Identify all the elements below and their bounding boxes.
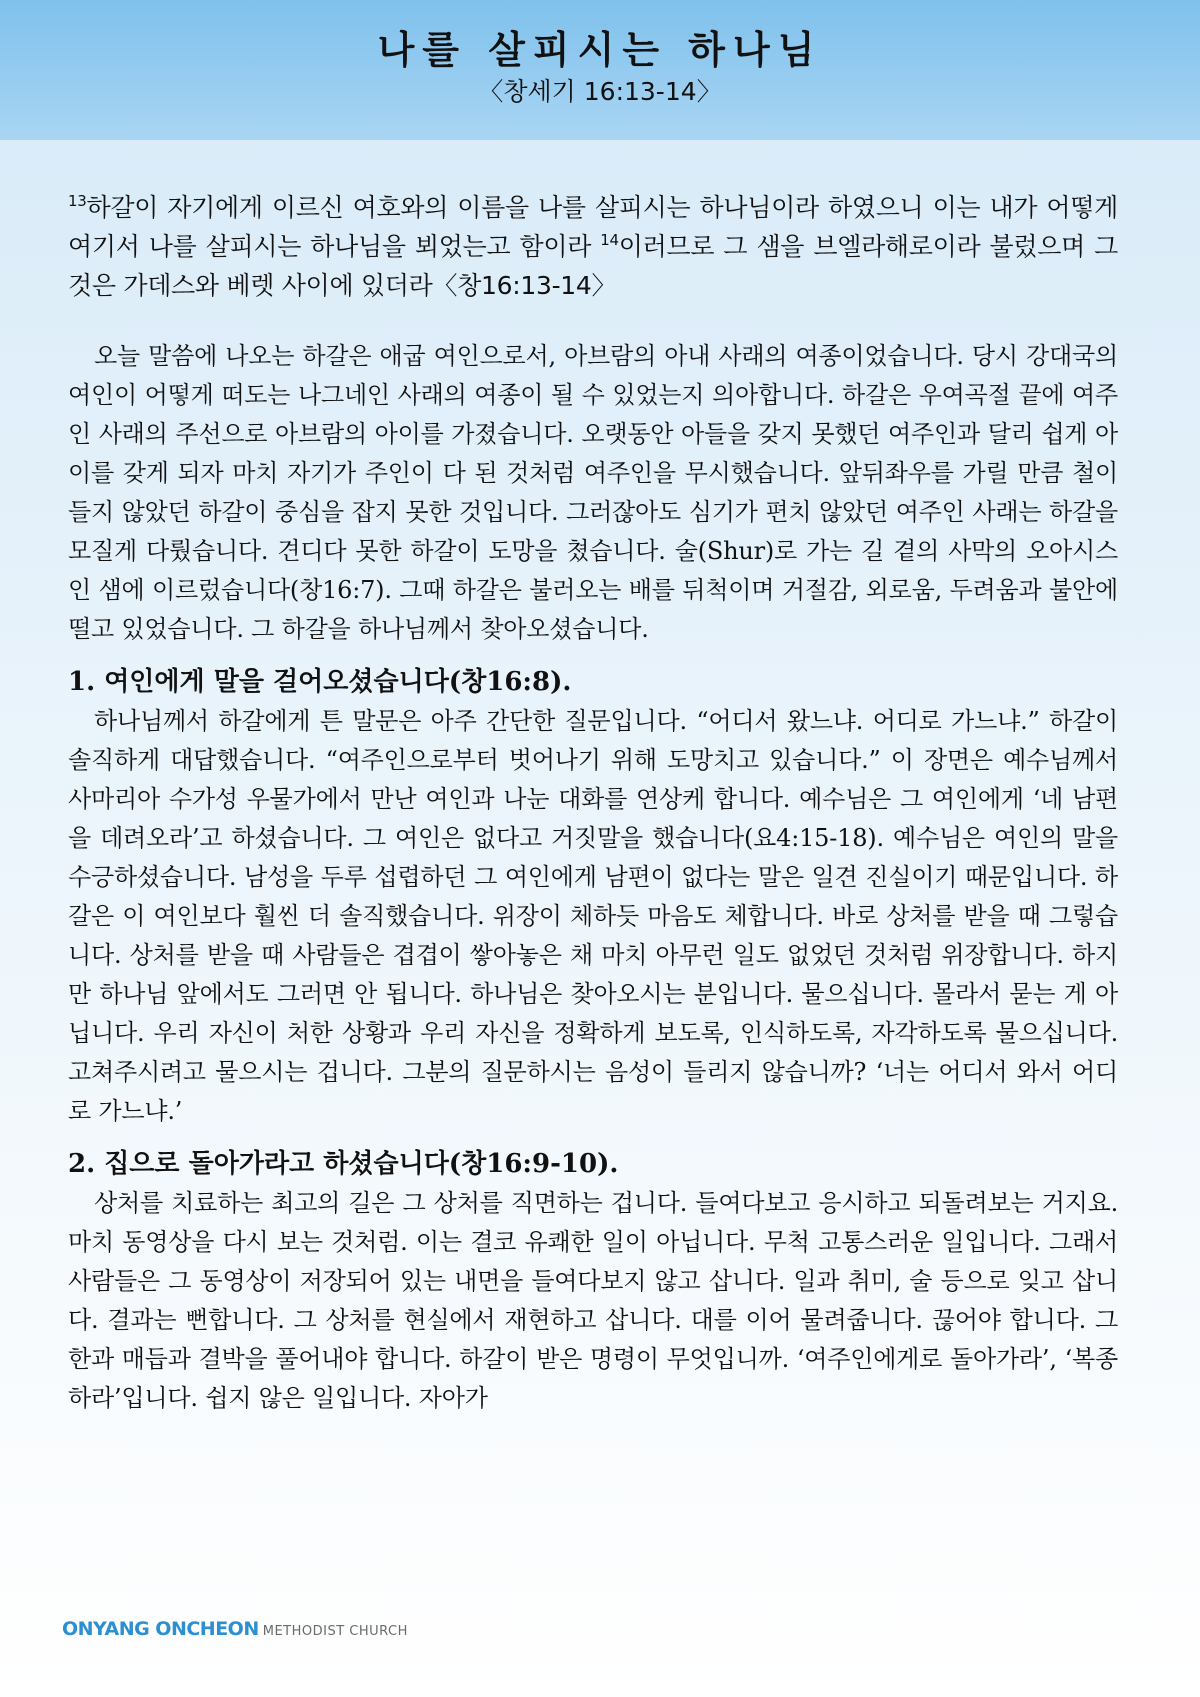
section-1-heading: 1. 여인에게 말을 걸어오셨습니다(창16:8). <box>68 667 572 697</box>
sermon-body <box>68 188 1118 1418</box>
verse-number-13: 13 <box>68 192 87 210</box>
page-title: 나를 살피시는 하나님 <box>377 28 823 72</box>
verse-13-text: 하갈이 자기에게 이르신 여호와의 이름을 나를 살피시는 하나님이라 하였으니 이는 내가 어떻게 여기서 나를 살피시는 하나님을 뵈었는고 함이라 <box>68 193 1118 261</box>
scripture-text <box>68 188 1118 305</box>
scripture-reference: 〈창세기 16:13-14〉 <box>478 77 722 106</box>
section-2-heading: 2. 집으로 돌아가라고 하셨습니다(창16:9-10). <box>68 1149 619 1179</box>
church-subtitle: METHODIST CHURCH <box>262 1624 408 1639</box>
intro-paragraph: 오늘 말씀에 나오는 하갈은 애굽 여인으로서, 아브람의 아내 사래의 여종이었습니다. 당시 강대국의 여인이 어떻게 떠도는 나그네인 사래의 여종이 될 수 있었는지 의아합니다. 하갈은 우여곡절 끝에 여주인 사래의 주선으로 아브람의 아이를 가졌습니다. 오랫동안 아들을 갖지 못했던 여주인과 달리 쉽게 아이를 갖게 되자 마치 자기가 주인이 다 된 것처럼 여주인을 무시했습니다. 앞뒤좌우를 가릴 만큼 철이 들지 않았던 하갈이 중심을 잡지 못한 것입니다. 그러잖아도 심기가 편치 않았던 여주인 사래는 하갈을 모질게 다뤘습니다. 견디다 못한 하갈이 도망을 쳤습니다. 술(Shur)로 가는 길 곁의 사막의 오아시스인 샘에 이르렀습니다(창16:7). 그때 하갈은 불러오는 배를 뒤척이며 거절감, 외로움, 두려움과 불안에 떨고 있었습니다. 그 하갈을 하나님께서 찾아오셨습니다. <box>68 342 1118 643</box>
church-logo <box>62 1618 408 1640</box>
title-banner <box>0 0 1200 140</box>
verse-number-14: 14 <box>600 231 619 249</box>
verse-14-text: 이러므로 그 샘을 브엘라해로이라 불렀으며 그것은 가데스와 베렛 사이에 있더라〈창16:13-14〉 <box>68 232 1118 300</box>
section-1-paragraph: 하나님께서 하갈에게 튼 말문은 아주 간단한 질문입니다. “어디서 왔느냐. 어디로 가느냐.” 하갈이 솔직하게 대답했습니다. “여주인으로부터 벗어나기 위해 도망치고 있습니다.” 이 장면은 예수님께서 사마리아 수가성 우물가에서 만난 여인과 나눈 대화를 연상케 합니다. 예수님은 그 여인에게 ‘네 남편을 데려오라’고 하셨습니다. 그 여인은 없다고 거짓말을 했습니다(요4:15-18). 예수님은 여인의 말을 수긍하셨습니다. 남성을 두루 섭렵하던 그 여인에게 남편이 없다는 말은 일견 진실이기 때문입니다. 하갈은 이 여인보다 훨씬 더 솔직했습니다. 위장이 체하듯 마음도 체합니다. 바로 상처를 받을 때 그렇습니다. 상처를 받을 때 사람들은 겹겹이 쌓아놓은 채 마치 아무런 일도 없었던 것처럼 위장합니다. 하지만 하나님 앞에서도 그러면 안 됩니다. 하나님은 찾아오시는 분입니다. 물으십니다. 몰라서 묻는 게 아닙니다. 우리 자신이 처한 상황과 우리 자신을 정확하게 보도록, 인식하도록, 자각하도록 물으십니다. 고쳐주시려고 물으시는 겁니다. 그분의 질문하시는 음성이 들리지 않습니까? ‘너는 어디서 와서 어디로 가느냐.’ <box>68 707 1118 1125</box>
section-2-paragraph: 상처를 치료하는 최고의 길은 그 상처를 직면하는 겁니다. 들여다보고 응시하고 되돌려보는 거지요. 마치 동영상을 다시 보는 것처럼. 이는 결코 유쾌한 일이 아닙니다. 무척 고통스러운 일입니다. 그래서 사람들은 그 동영상이 저장되어 있는 내면을 들여다보지 않고 삽니다. 일과 취미, 술 등으로 잊고 삽니다. 결과는 뻔합니다. 그 상처를 현실에서 재현하고 삽니다. 대를 이어 물려줍니다. 끊어야 합니다. 그 한과 매듭과 결박을 풀어내야 합니다. 하갈이 받은 명령이 무엇입니까. ‘여주인에게로 돌아가라’, ‘복종하라’입니다. 쉽지 않은 일입니다. 자아가 <box>68 1189 1118 1412</box>
church-name: ONYANG ONCHEON <box>62 1618 259 1640</box>
